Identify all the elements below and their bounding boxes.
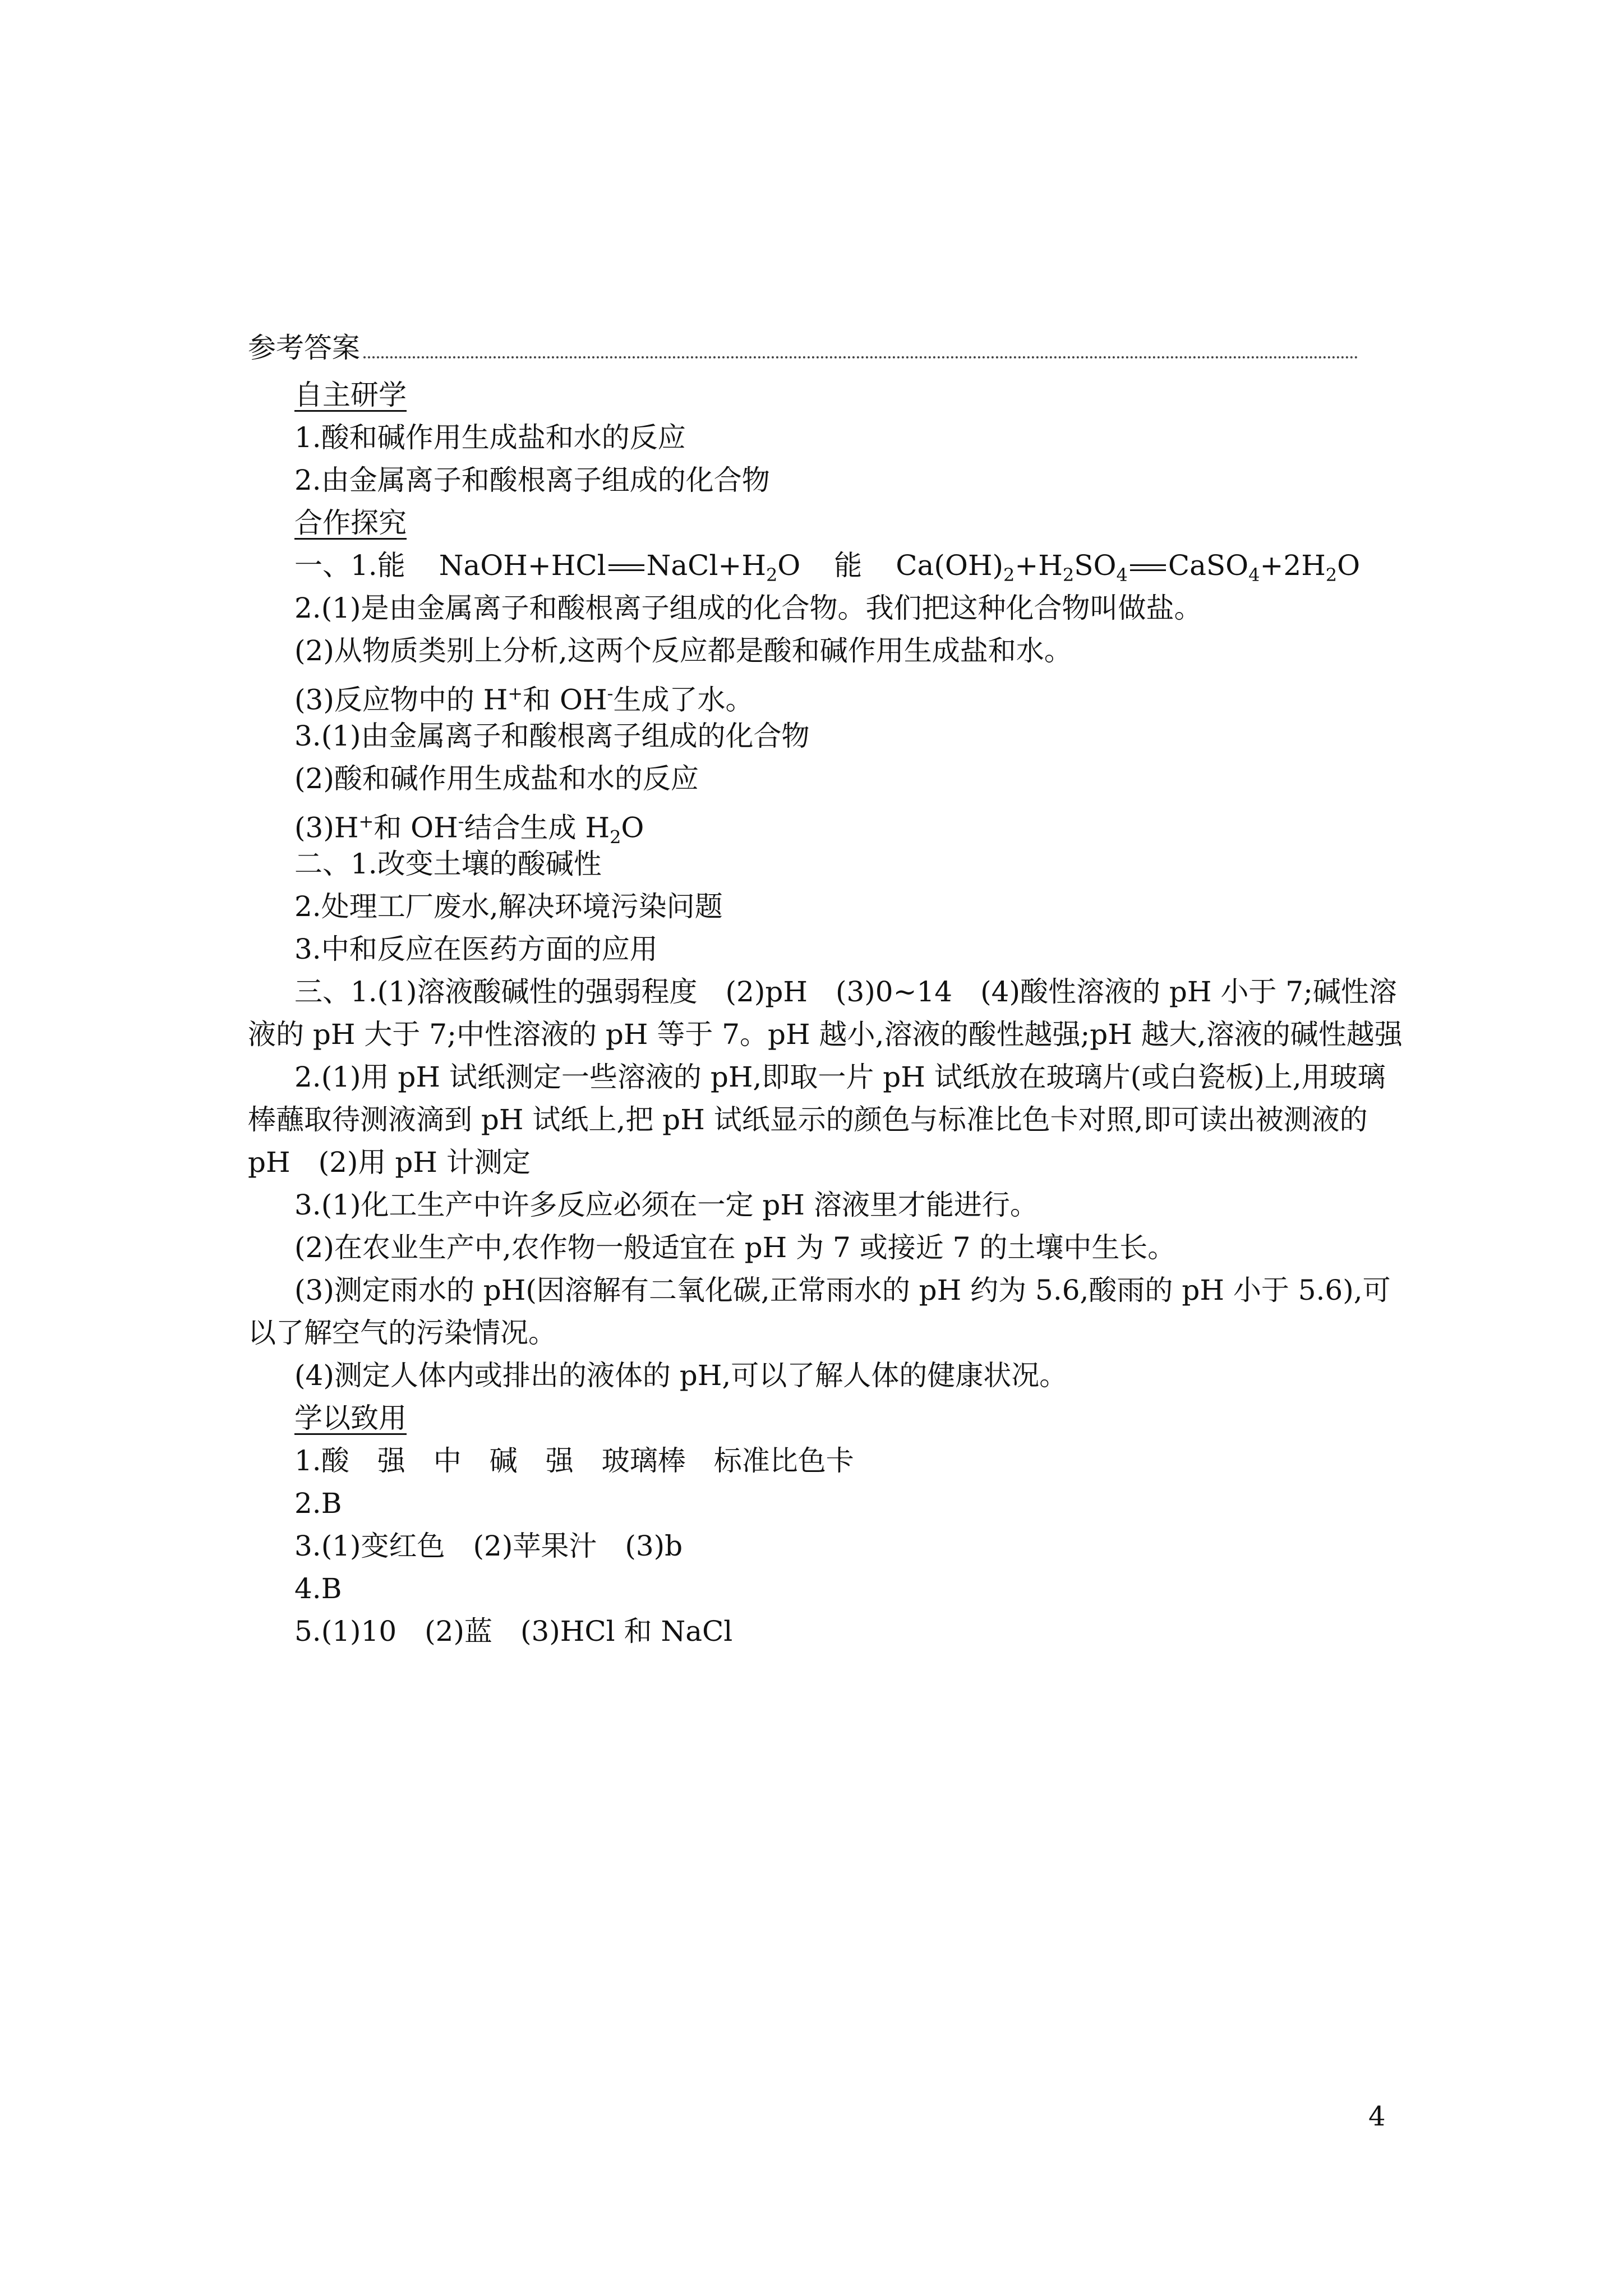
answer-line: 2.由金属离子和酸根离子组成的化合物 [294, 464, 770, 496]
answer-line: 1.酸和碱作用生成盐和水的反应 [294, 421, 686, 454]
equation-text: NaCl+H [646, 549, 766, 582]
equation-text: +2H [1260, 549, 1326, 582]
equation-text: CaSO [1168, 549, 1249, 582]
equation-text: O [1337, 549, 1361, 582]
equals-sign [1130, 564, 1166, 571]
subscript: 2 [1062, 564, 1075, 586]
subscript: 4 [1116, 564, 1128, 586]
answer-line: 3.(1)变红色 (2)苹果汁 (3)b [294, 1530, 683, 1562]
equation-text: 能 [834, 549, 863, 582]
answer-text: 和 OH [523, 683, 607, 716]
answer-text: (3)反应物中的 H [294, 683, 508, 716]
answer-line: 2.B [294, 1487, 342, 1520]
equation-text: 一、1.能 [294, 549, 405, 582]
answer-line: 3.(1)由金属离子和酸根离子组成的化合物 [294, 720, 810, 752]
answer-line: 二、1.改变土壤的酸碱性 [294, 848, 602, 880]
subscript: 2 [610, 826, 621, 848]
answer-line: pH (2)用 pH 计测定 [248, 1146, 531, 1179]
answer-line [294, 672, 753, 715]
answer-text: 生成了水。 [613, 683, 754, 716]
section-apply: 学以致用 [294, 1402, 407, 1434]
subscript: 2 [766, 564, 778, 586]
answer-line: 以了解空气的污染情况。 [248, 1317, 556, 1349]
subscript: 2 [1003, 564, 1015, 586]
header-dotted-rule [363, 356, 1358, 358]
superscript: - [607, 683, 614, 704]
answer-line: (3)测定雨水的 pH(因溶解有二氧化碳,正常雨水的 pH 约为 5.6,酸雨的 pH 小于 5.6),可 [294, 1274, 1391, 1306]
equation-text: O [777, 549, 801, 582]
answer-line: (4)测定人体内或排出的液体的 pH,可以了解人体的健康状况。 [294, 1359, 1068, 1392]
answer-line: 三、1.(1)溶液酸碱性的强弱程度 (2)pH (3)0~14 (4)酸性溶液的 pH 小于 7;碱性溶 [294, 976, 1397, 1008]
answer-line: 3.中和反应在医药方面的应用 [294, 933, 658, 965]
header-title: 参考答案 [248, 332, 360, 364]
answer-header [248, 328, 1358, 367]
subscript: 4 [1248, 564, 1260, 586]
answer-line: 2.处理工厂废水,解决环境污染问题 [294, 890, 723, 923]
answer-line: (2)在农业生产中,农作物一般适宜在 pH 为 7 或接近 7 的土壤中生长。 [294, 1231, 1176, 1264]
answer-line: 2.(1)用 pH 试纸测定一些溶液的 pH,即取一片 pH 试纸放在玻璃片(或白瓷板)上,用玻璃 [294, 1061, 1386, 1093]
answer-text: 和 OH [374, 811, 458, 844]
answer-line: 2.(1)是由金属离子和酸根离子组成的化合物。我们把这种化合物叫做盐。 [294, 592, 1202, 624]
equation-line [294, 544, 1360, 587]
answer-line [294, 800, 644, 848]
answer-line: (2)从物质类别上分析,这两个反应都是酸和碱作用生成盐和水。 [294, 634, 1072, 667]
answer-line: 1.酸 强 中 碱 强 玻璃棒 标准比色卡 [294, 1444, 854, 1477]
superscript: - [458, 811, 464, 832]
answer-text: (3)H [294, 811, 359, 844]
answer-text: 结合生成 H [464, 811, 610, 844]
equation-text: Ca(OH) [896, 549, 1003, 582]
section-self-study: 自主研学 [294, 379, 407, 411]
equation-text: NaOH+HCl [439, 549, 606, 582]
equals-sign [608, 564, 644, 571]
answer-line: 棒蘸取待测液滴到 pH 试纸上,把 pH 试纸显示的颜色与标准比色卡对照,即可读出被测液的 [248, 1103, 1368, 1136]
answer-line: 液的 pH 大于 7;中性溶液的 pH 等于 7。pH 越小,溶液的酸性越强;pH 越大,溶液的碱性越强 [248, 1018, 1403, 1051]
answer-line: 5.(1)10 (2)蓝 (3)HCl 和 NaCl [294, 1615, 733, 1648]
page-number: 4 [1368, 2101, 1386, 2132]
answer-line: (2)酸和碱作用生成盐和水的反应 [294, 762, 699, 795]
equation-text: SO [1074, 549, 1117, 582]
answer-line: 3.(1)化工生产中许多反应必须在一定 pH 溶液里才能进行。 [294, 1189, 1038, 1221]
superscript: + [508, 683, 523, 704]
equation-text: +H [1015, 549, 1063, 582]
section-cooperation: 合作探究 [294, 507, 407, 539]
superscript: + [358, 811, 374, 832]
subscript: 2 [1325, 564, 1338, 586]
answer-text: O [621, 811, 644, 844]
answer-line: 4.B [294, 1572, 342, 1605]
